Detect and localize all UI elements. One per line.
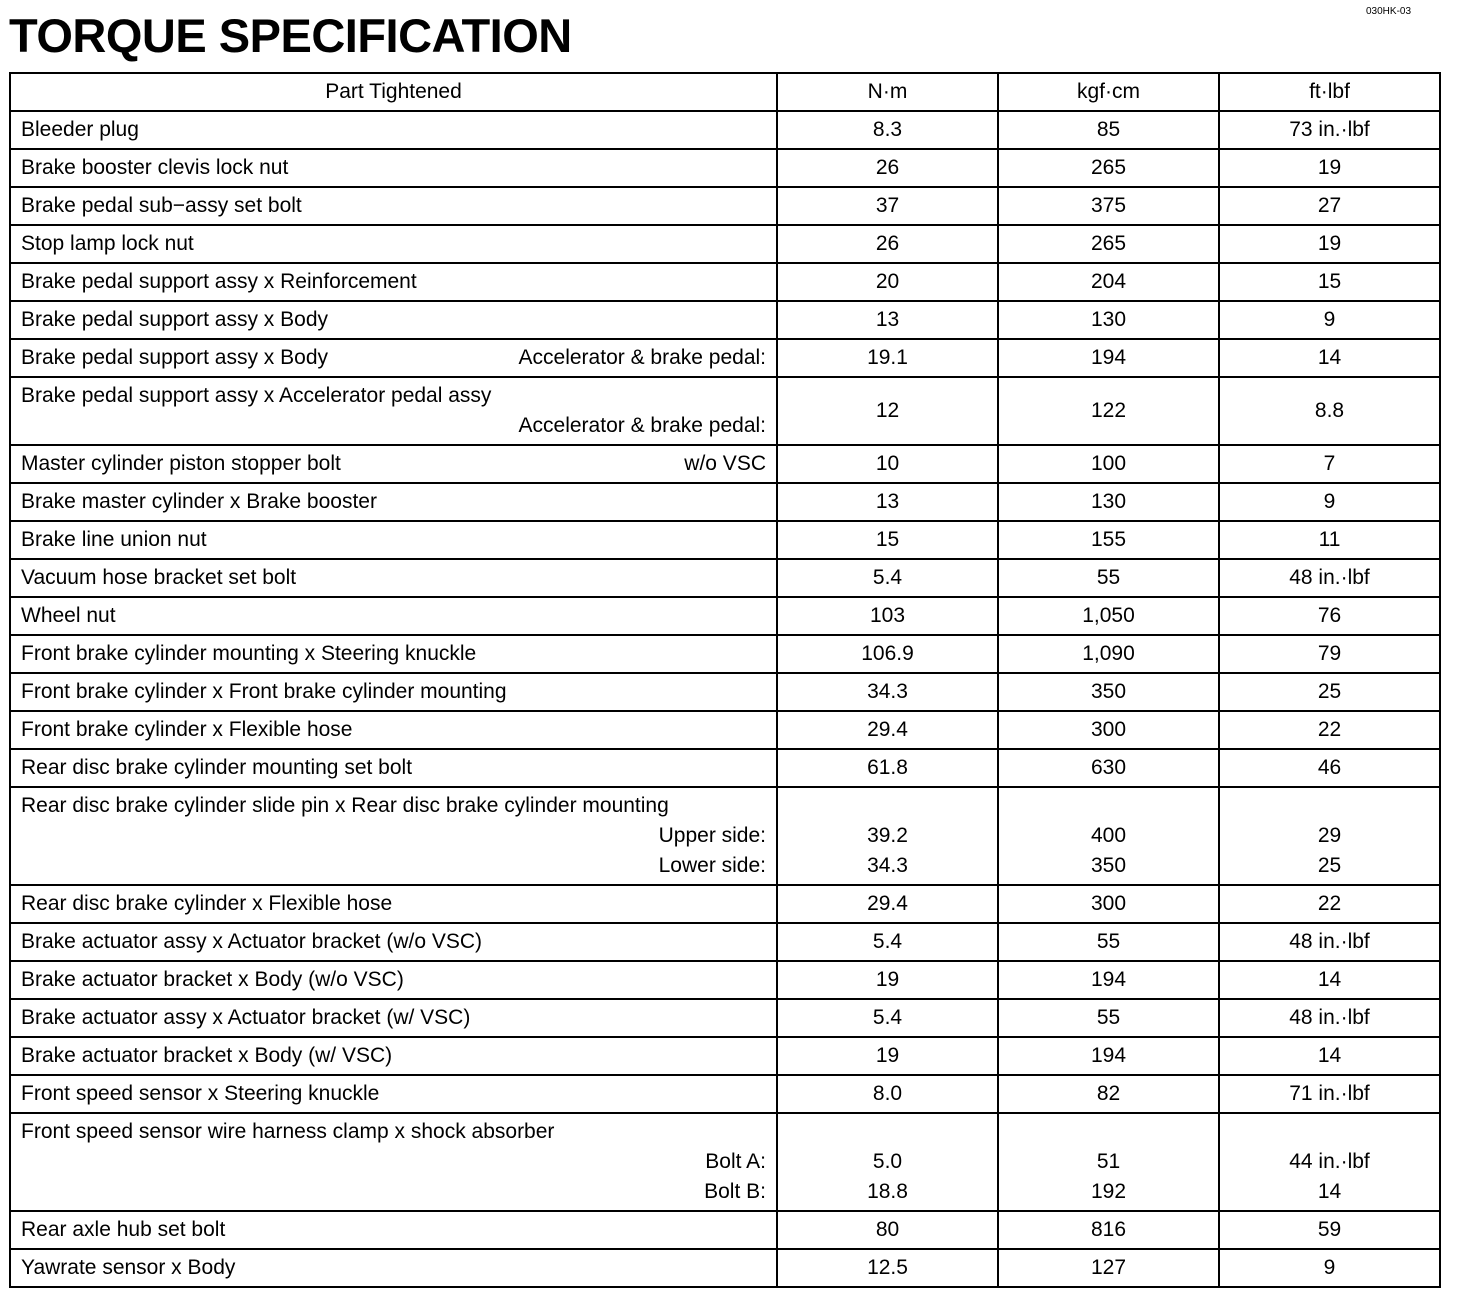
kgf-value-cell — [998, 483, 1219, 521]
header-ftlbf: ft·lbf — [1219, 73, 1440, 111]
part-line — [21, 1079, 766, 1109]
nm-value-spacer — [788, 1117, 987, 1147]
part-name: Vacuum hose bracket set bolt — [21, 566, 297, 589]
part-line — [21, 449, 766, 479]
part-cell — [10, 787, 777, 885]
table-row — [10, 1037, 1440, 1075]
part-line — [21, 927, 766, 957]
nm-value-cell — [777, 923, 998, 961]
nm-value: 19 — [875, 1044, 900, 1067]
part-name: Brake pedal support assy x Body — [21, 346, 329, 369]
part-line — [21, 343, 766, 373]
kgf-value: 265 — [1090, 156, 1127, 179]
nm-value-cell — [777, 445, 998, 483]
table-body — [10, 111, 1440, 1287]
table-row — [10, 263, 1440, 301]
part-cell — [10, 673, 777, 711]
ftlbf-value-cell — [1219, 111, 1440, 149]
ftlbf-value-cell — [1219, 263, 1440, 301]
ftlbf-value-cell — [1219, 1113, 1440, 1211]
table-row — [10, 787, 1440, 885]
part-name: Brake pedal sub−assy set bolt — [21, 194, 302, 217]
part-line — [21, 791, 766, 821]
nm-value-cell — [777, 1037, 998, 1075]
ftlbf-value: 7 — [1323, 452, 1336, 475]
nm-value-cell — [777, 1113, 998, 1211]
part-line — [21, 153, 766, 183]
nm-value: 12 — [875, 399, 900, 422]
part-cell — [10, 483, 777, 521]
table-row — [10, 1211, 1440, 1249]
part-line — [21, 677, 766, 707]
nm-value: 12.5 — [867, 1256, 908, 1279]
kgf-value: 82 — [1096, 1082, 1121, 1105]
part-name: Brake line union nut — [21, 528, 207, 551]
ftlbf-value-cell — [1219, 225, 1440, 263]
ftlbf-value-spacer — [1230, 791, 1429, 821]
table-row — [10, 597, 1440, 635]
ftlbf-value: 19 — [1317, 232, 1342, 255]
ftlbf-value: 48 in.·lbf — [1289, 1006, 1370, 1029]
part-cell — [10, 961, 777, 999]
kgf-value: 350 — [1090, 854, 1127, 877]
kgf-value: 300 — [1090, 892, 1127, 915]
table-row — [10, 187, 1440, 225]
nm-value: 29.4 — [867, 892, 908, 915]
ftlbf-value: 59 — [1317, 1218, 1342, 1241]
kgf-value: 1,090 — [1082, 642, 1135, 665]
table-row — [10, 111, 1440, 149]
ftlbf-value-cell — [1219, 749, 1440, 787]
nm-value: 8.3 — [872, 118, 903, 141]
nm-value-cell — [777, 749, 998, 787]
part-name: Brake actuator bracket x Body (w/o VSC) — [21, 968, 404, 991]
nm-value-cell — [777, 483, 998, 521]
header-row — [10, 73, 1440, 111]
part-cell — [10, 559, 777, 597]
kgf-value-cell — [998, 339, 1219, 377]
kgf-value-cell — [998, 635, 1219, 673]
kgf-value-cell — [998, 673, 1219, 711]
kgf-value-cell — [998, 187, 1219, 225]
nm-value: 18.8 — [867, 1180, 908, 1203]
kgf-value-cell — [998, 149, 1219, 187]
document-code: 030HK-03 — [1366, 6, 1412, 17]
ftlbf-value: 22 — [1317, 892, 1342, 915]
ftlbf-value: 11 — [1318, 528, 1341, 551]
ftlbf-value-cell — [1219, 521, 1440, 559]
ftlbf-value: 79 — [1317, 642, 1342, 665]
table-row — [10, 225, 1440, 263]
ftlbf-value: 14 — [1317, 1044, 1342, 1067]
part-subcondition: Lower side: — [658, 854, 766, 877]
part-line — [21, 229, 766, 259]
kgf-value-cell — [998, 1075, 1219, 1113]
nm-value: 5.4 — [872, 1006, 903, 1029]
part-line — [21, 1003, 766, 1033]
ftlbf-value-cell — [1219, 711, 1440, 749]
kgf-value-cell — [998, 999, 1219, 1037]
table-row — [10, 673, 1440, 711]
part-subcondition: Accelerator & brake pedal: — [518, 414, 766, 437]
nm-value: 5.0 — [872, 1150, 903, 1173]
nm-value-cell — [777, 187, 998, 225]
nm-value-cell — [777, 111, 998, 149]
part-line — [21, 305, 766, 335]
part-cell — [10, 1075, 777, 1113]
nm-value: 103 — [869, 604, 906, 627]
table-row — [10, 885, 1440, 923]
part-line — [21, 965, 766, 995]
part-cell — [10, 377, 777, 445]
ftlbf-value-cell — [1219, 999, 1440, 1037]
nm-value-cell — [777, 559, 998, 597]
nm-value: 19 — [875, 968, 900, 991]
part-name: Brake booster clevis lock nut — [21, 156, 289, 179]
kgf-value: 204 — [1090, 270, 1127, 293]
kgf-value: 122 — [1090, 399, 1127, 422]
kgf-value-spacer — [1009, 791, 1208, 821]
kgf-value: 194 — [1090, 968, 1127, 991]
part-line — [21, 381, 766, 411]
ftlbf-value: 9 — [1323, 308, 1336, 331]
part-line — [21, 487, 766, 517]
part-name: Master cylinder piston stopper bolt — [21, 452, 341, 475]
kgf-value-cell — [998, 711, 1219, 749]
kgf-value: 194 — [1090, 1044, 1127, 1067]
kgf-value-cell — [998, 263, 1219, 301]
ftlbf-value: 25 — [1317, 680, 1342, 703]
header-nm: N·m — [777, 73, 998, 111]
ftlbf-value-cell — [1219, 445, 1440, 483]
kgf-value: 375 — [1090, 194, 1127, 217]
kgf-value-spacer — [1009, 1117, 1208, 1147]
part-name: Rear disc brake cylinder mounting set bolt — [21, 756, 413, 779]
kgf-value-cell — [998, 111, 1219, 149]
part-cell — [10, 999, 777, 1037]
nm-value-cell — [777, 1075, 998, 1113]
nm-value: 26 — [875, 232, 900, 255]
part-line — [21, 1041, 766, 1071]
ftlbf-value-cell — [1219, 187, 1440, 225]
nm-value-cell — [777, 787, 998, 885]
ftlbf-value: 73 in.·lbf — [1289, 118, 1370, 141]
ftlbf-value-cell — [1219, 923, 1440, 961]
part-name: Front speed sensor x Steering knuckle — [21, 1082, 380, 1105]
nm-value: 13 — [875, 490, 900, 513]
kgf-value: 130 — [1090, 490, 1127, 513]
part-name: Rear disc brake cylinder x Flexible hose — [21, 892, 393, 915]
nm-value: 29.4 — [867, 718, 908, 741]
kgf-value: 100 — [1090, 452, 1127, 475]
ftlbf-value: 44 in.·lbf — [1289, 1150, 1370, 1173]
ftlbf-value: 19 — [1317, 156, 1342, 179]
part-condition: Accelerator & brake pedal: — [518, 346, 766, 369]
part-line — [21, 601, 766, 631]
nm-value: 106.9 — [861, 642, 914, 665]
ftlbf-value: 14 — [1317, 1180, 1342, 1203]
kgf-value: 1,050 — [1082, 604, 1135, 627]
nm-value: 10 — [875, 452, 900, 475]
nm-value: 5.4 — [872, 566, 903, 589]
ftlbf-value-cell — [1219, 559, 1440, 597]
part-name: Brake pedal support assy x Accelerator pedal assy — [21, 384, 492, 407]
nm-value-cell — [777, 711, 998, 749]
part-cell — [10, 149, 777, 187]
table-row — [10, 923, 1440, 961]
kgf-value: 350 — [1090, 680, 1127, 703]
kgf-value: 400 — [1090, 824, 1127, 847]
ftlbf-value: 71 in.·lbf — [1289, 1082, 1370, 1105]
table-row — [10, 149, 1440, 187]
kgf-value-cell — [998, 923, 1219, 961]
kgf-value: 630 — [1090, 756, 1127, 779]
ftlbf-value-cell — [1219, 1249, 1440, 1287]
part-cell — [10, 1113, 777, 1211]
part-cell — [10, 923, 777, 961]
part-cell — [10, 301, 777, 339]
torque-table — [9, 72, 1441, 1288]
ftlbf-value-cell — [1219, 635, 1440, 673]
part-name: Front brake cylinder x Flexible hose — [21, 718, 353, 741]
table-row — [10, 521, 1440, 559]
part-name: Stop lamp lock nut — [21, 232, 194, 255]
table-row — [10, 445, 1440, 483]
nm-value: 34.3 — [867, 854, 908, 877]
kgf-value-cell — [998, 377, 1219, 445]
nm-value-cell — [777, 1249, 998, 1287]
nm-value: 5.4 — [872, 930, 903, 953]
part-cell — [10, 635, 777, 673]
ftlbf-value: 14 — [1317, 968, 1342, 991]
kgf-value-cell — [998, 1113, 1219, 1211]
kgf-value: 51 — [1096, 1150, 1121, 1173]
nm-value: 80 — [875, 1218, 900, 1241]
nm-value: 15 — [875, 528, 900, 551]
nm-value: 26 — [875, 156, 900, 179]
kgf-value-cell — [998, 559, 1219, 597]
ftlbf-value-cell — [1219, 1075, 1440, 1113]
ftlbf-value-cell — [1219, 597, 1440, 635]
kgf-value: 130 — [1090, 308, 1127, 331]
kgf-value-cell — [998, 301, 1219, 339]
part-name: Wheel nut — [21, 604, 116, 627]
part-cell — [10, 521, 777, 559]
nm-value-cell — [777, 149, 998, 187]
table-row — [10, 961, 1440, 999]
kgf-value-cell — [998, 521, 1219, 559]
kgf-value-cell — [998, 1037, 1219, 1075]
part-condition: w/o VSC — [684, 452, 766, 475]
nm-value-cell — [777, 999, 998, 1037]
kgf-value-cell — [998, 445, 1219, 483]
part-cell — [10, 1211, 777, 1249]
kgf-value-cell — [998, 1211, 1219, 1249]
ftlbf-value-cell — [1219, 787, 1440, 885]
nm-value: 39.2 — [867, 824, 908, 847]
part-line — [21, 525, 766, 555]
kgf-value: 300 — [1090, 718, 1127, 741]
part-cell — [10, 597, 777, 635]
ftlbf-value-cell — [1219, 301, 1440, 339]
part-cell — [10, 263, 777, 301]
nm-value-cell — [777, 635, 998, 673]
ftlbf-value: 76 — [1317, 604, 1342, 627]
nm-value-cell — [777, 961, 998, 999]
nm-value-cell — [777, 301, 998, 339]
part-name: Yawrate sensor x Body — [21, 1256, 236, 1279]
header-kgf: kgf·cm — [998, 73, 1219, 111]
kgf-value-cell — [998, 787, 1219, 885]
nm-value-cell — [777, 885, 998, 923]
kgf-value: 155 — [1090, 528, 1127, 551]
kgf-value: 55 — [1096, 566, 1121, 589]
kgf-value: 194 — [1090, 346, 1127, 369]
ftlbf-value-cell — [1219, 673, 1440, 711]
kgf-value: 55 — [1096, 1006, 1121, 1029]
part-line — [21, 1117, 766, 1147]
part-cell — [10, 225, 777, 263]
ftlbf-value: 8.8 — [1314, 399, 1345, 422]
ftlbf-value-cell — [1219, 483, 1440, 521]
part-cell — [10, 111, 777, 149]
part-line — [21, 1215, 766, 1245]
part-name: Brake actuator bracket x Body (w/ VSC) — [21, 1044, 393, 1067]
nm-value: 37 — [875, 194, 900, 217]
part-line — [21, 267, 766, 297]
ftlbf-value: 9 — [1323, 490, 1336, 513]
nm-value-cell — [777, 521, 998, 559]
ftlbf-value-cell — [1219, 1211, 1440, 1249]
table-row — [10, 1113, 1440, 1211]
nm-value: 61.8 — [867, 756, 908, 779]
part-cell — [10, 885, 777, 923]
ftlbf-value-cell — [1219, 149, 1440, 187]
part-cell — [10, 445, 777, 483]
part-line — [21, 191, 766, 221]
part-cell — [10, 187, 777, 225]
nm-value-cell — [777, 339, 998, 377]
kgf-value: 265 — [1090, 232, 1127, 255]
part-cell — [10, 1037, 777, 1075]
ftlbf-value: 29 — [1317, 824, 1342, 847]
table-row — [10, 1249, 1440, 1287]
part-name: Rear disc brake cylinder slide pin x Rear disc brake cylinder mounting — [21, 794, 669, 817]
page-title: TORQUE SPECIFICATION — [9, 9, 572, 62]
part-line — [21, 563, 766, 593]
kgf-value: 816 — [1090, 1218, 1127, 1241]
part-subcondition: Upper side: — [658, 824, 766, 847]
nm-value: 8.0 — [872, 1082, 903, 1105]
nm-value-cell — [777, 673, 998, 711]
part-name: Brake master cylinder x Brake booster — [21, 490, 377, 513]
nm-value: 20 — [875, 270, 900, 293]
nm-value: 19.1 — [867, 346, 908, 369]
nm-value-cell — [777, 225, 998, 263]
kgf-value: 85 — [1096, 118, 1121, 141]
ftlbf-value-cell — [1219, 339, 1440, 377]
kgf-value-cell — [998, 1249, 1219, 1287]
nm-value-cell — [777, 597, 998, 635]
ftlbf-value: 9 — [1323, 1256, 1336, 1279]
ftlbf-value-cell — [1219, 885, 1440, 923]
ftlbf-value-spacer — [1230, 1117, 1429, 1147]
part-line — [21, 889, 766, 919]
table-row — [10, 711, 1440, 749]
table-row — [10, 339, 1440, 377]
nm-value-cell — [777, 377, 998, 445]
table-row — [10, 301, 1440, 339]
part-cell — [10, 711, 777, 749]
table-row — [10, 1075, 1440, 1113]
kgf-value-cell — [998, 961, 1219, 999]
table-row — [10, 635, 1440, 673]
table-row — [10, 749, 1440, 787]
table-row — [10, 483, 1440, 521]
nm-value-cell — [777, 263, 998, 301]
table-row — [10, 377, 1440, 445]
kgf-value: 192 — [1090, 1180, 1127, 1203]
part-name: Brake actuator assy x Actuator bracket (w/ VSC) — [21, 1006, 471, 1029]
kgf-value-cell — [998, 225, 1219, 263]
part-name: Front speed sensor wire harness clamp x shock absorber — [21, 1120, 555, 1143]
ftlbf-value-cell — [1219, 377, 1440, 445]
header-part: Part Tightened — [10, 73, 777, 111]
part-cell — [10, 1249, 777, 1287]
ftlbf-value-cell — [1219, 961, 1440, 999]
nm-value-cell — [777, 1211, 998, 1249]
kgf-value: 127 — [1090, 1256, 1127, 1279]
ftlbf-value: 46 — [1317, 756, 1342, 779]
part-line — [21, 639, 766, 669]
ftlbf-value: 27 — [1317, 194, 1342, 217]
ftlbf-value: 22 — [1317, 718, 1342, 741]
part-name: Bleeder plug — [21, 118, 139, 141]
table-row — [10, 999, 1440, 1037]
part-line — [21, 115, 766, 145]
part-line — [21, 753, 766, 783]
part-name: Brake pedal support assy x Body — [21, 308, 329, 331]
part-name: Brake actuator assy x Actuator bracket (w/o VSC) — [21, 930, 483, 953]
ftlbf-value: 48 in.·lbf — [1289, 566, 1370, 589]
kgf-value-cell — [998, 749, 1219, 787]
kgf-value-cell — [998, 597, 1219, 635]
nm-value: 34.3 — [867, 680, 908, 703]
table-row — [10, 559, 1440, 597]
part-name: Brake pedal support assy x Reinforcement — [21, 270, 417, 293]
part-subcondition: Bolt B: — [704, 1180, 766, 1203]
part-name: Rear axle hub set bolt — [21, 1218, 226, 1241]
part-name: Front brake cylinder mounting x Steering knuckle — [21, 642, 477, 665]
part-line — [21, 715, 766, 745]
part-cell — [10, 749, 777, 787]
ftlbf-value: 25 — [1317, 854, 1342, 877]
part-cell — [10, 339, 777, 377]
part-name: Front brake cylinder x Front brake cylinder mounting — [21, 680, 507, 703]
kgf-value-cell — [998, 885, 1219, 923]
ftlbf-value-cell — [1219, 1037, 1440, 1075]
nm-value-spacer — [788, 791, 987, 821]
part-subcondition: Bolt A: — [705, 1150, 766, 1173]
nm-value: 13 — [875, 308, 900, 331]
ftlbf-value: 48 in.·lbf — [1289, 930, 1370, 953]
ftlbf-value: 14 — [1317, 346, 1342, 369]
kgf-value: 55 — [1096, 930, 1121, 953]
part-line — [21, 1253, 766, 1283]
ftlbf-value: 15 — [1317, 270, 1342, 293]
